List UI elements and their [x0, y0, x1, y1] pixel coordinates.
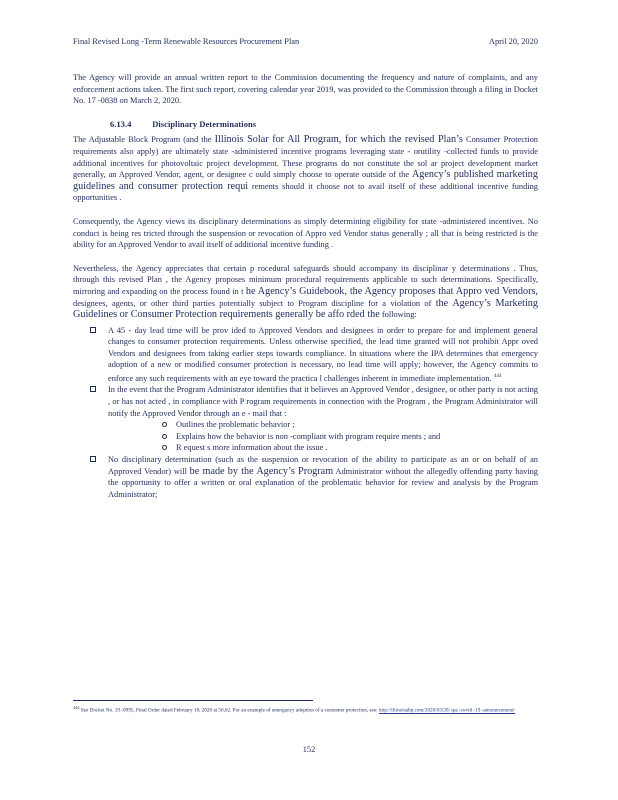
circle-bullet-icon	[162, 434, 167, 439]
text-run: Consumer Protection requirements also apply) are ultimately state -administered incentive programs leveraging state - orutility -collected funds to provide additional incentives for photovoltaic project development. These programs do not constitute the sol ar project development market generally, an Approved Vendor, agent, or designee c ould simply choose to operate outside of the	[73, 135, 538, 180]
text-run: he Agency’s Guidebook, the Agency proposes that Appro ved Vendors,	[245, 285, 538, 297]
text-run: Explains how the behavior is non -compliant with program require ments ; and	[176, 431, 441, 441]
text-run: R equest s more information about the issue .	[176, 443, 328, 453]
page-header	[73, 37, 538, 46]
text-run: rements should it choose not to avail itself of these additional incentive funding opportunities .	[73, 181, 538, 203]
header-date: April 20, 2020	[488, 37, 538, 46]
text-run: designee, or other party is not acting , or has not acted , in compliance with P rogram requirements in connection with the Program , the Program Administrator will notify the Approved Vendor through an e - mail that :	[108, 385, 538, 418]
text-run: Administrator without the allegedly offending party having the opportunity to offer a written or oral explanation of the problematic behavior for review and analysis by the Program Administrator;	[108, 466, 538, 499]
sub-list-item	[108, 431, 538, 443]
sub-list-item	[108, 442, 538, 454]
text-run: be made by the Agency’s Program	[189, 465, 334, 477]
footnote-reference: 444	[493, 374, 502, 380]
paragraph-consequently: Consequently, the Agency views its disciplinary determinations as simply determining eligibility for state -administered incentives. No conduct is being res tricted through the suspension or revocation of Appro ved Vendor status generally ; all that is being restricted is the ability for an Approved Vendor to avail itself of additional incentive funding .	[73, 216, 538, 250]
page-body	[73, 72, 538, 500]
checkbox-bullet-icon	[90, 456, 96, 462]
text-run: Outlines the problematic behavior ;	[176, 420, 295, 430]
checkbox-bullet-icon	[90, 327, 96, 333]
section-title: Disciplinary Determinations	[152, 119, 257, 129]
list-item	[73, 454, 538, 500]
procedural-safeguards-list	[73, 325, 538, 501]
text-run: A 45 - day lead time will be prov ided to Approved Vendors and designees in order to prepare for and implement general changes to consumer protection requirements. Unless otherwise specified, the lead time granted will not prohibit Appr oved Vendors and designees from taking earlier steps towards compliance. In situations where the IPA determines that emergency adoption of a new or modified consumer protection is necessary, no lead time will apply; however, the Agency commits to enforce any such requirements with an eye toward the practica l challenges inherent in immediate implementation.	[108, 325, 538, 383]
footnote-link[interactable]: http://illinoisabp.com/2020/03/20/ ipa -covid -19 -announcement/	[378, 707, 516, 714]
text-run: following:	[379, 310, 417, 320]
text-run: Illinois Solar for All Program, for which the revised Plan’s	[214, 134, 463, 146]
page-number: 152	[302, 745, 316, 754]
footnote-marker: 444	[73, 705, 80, 710]
paragraph-report: The Agency will provide an annual written report to the Commission documenting the frequency and nature of complaints, and any enforcement actions taken. The first such report, covering calendar year 2019, was provided to the Commission through a filing in Docket No. 17 -0838 on March 2, 2020.	[73, 73, 538, 106]
text-run: Agency’s published marketing guidelines and consumer protection requi	[73, 169, 538, 192]
circle-bullet-icon	[162, 422, 167, 427]
section-heading	[110, 119, 538, 131]
list-item	[73, 384, 538, 454]
footnote-divider	[73, 700, 313, 701]
footnote-text: See Docket No. 19 -0995, Final Order dated February 18, 2020 at 56,62. For an example of emergency adoption of a consumer protection, see:	[79, 707, 379, 714]
text-run: the Agency’s Marketing Guidelines or Consumer Protection requirements generally be affo rded the	[73, 297, 538, 321]
footnote	[73, 704, 538, 715]
sub-list	[108, 419, 538, 454]
sub-list-item	[108, 419, 538, 431]
paragraph-programs	[73, 134, 538, 204]
text-run: Nevertheless, the Agency appreciates that certain p rocedural safeguards should accompany its disciplinar y determinations . Thus, through this revised Plan , the Agency proposes minimum procedural requirements applicable to such determinations. Specifically, mirroring and expanding on the process found in t	[73, 263, 538, 296]
header-title: Final Revised Long -Term Renewable Resources Procurement Plan	[73, 37, 300, 46]
section-number: 6.13.4	[110, 119, 132, 129]
text-run: In the event that the Program Administrator identifies that it believes an Approved Vendor ,	[108, 385, 414, 395]
text-run: designees, agents, or other third parties potentially subject to Program discipline for a violation of	[73, 298, 436, 308]
text-run: No disciplinary determination (such as the suspension or revocation of the ability to participate as an or on behalf of an Approved Vendor) will	[108, 455, 538, 476]
checkbox-bullet-icon	[90, 386, 96, 392]
circle-bullet-icon	[162, 445, 167, 450]
text-run: The Adjustable Block Program (and the	[73, 135, 215, 145]
paragraph-nevertheless	[73, 263, 538, 321]
list-item	[73, 325, 538, 385]
